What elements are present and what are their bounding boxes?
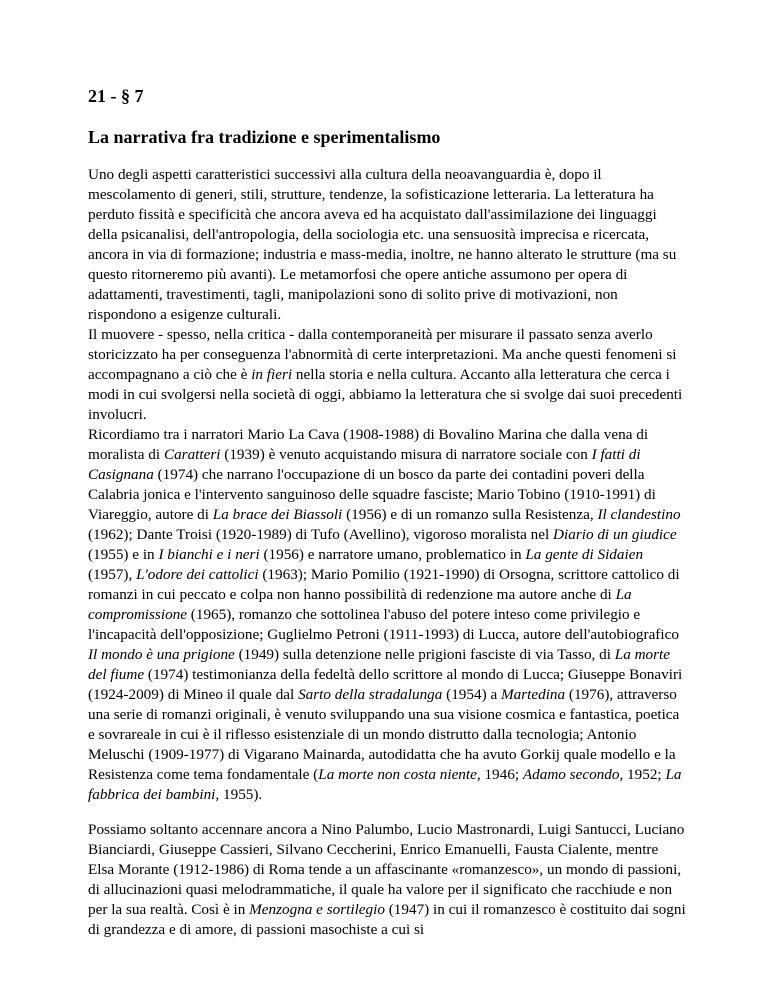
paragraph-text: , 1952; — [619, 766, 666, 783]
paragraph-text: (1976), attraverso una serie di romanzi originali, è venuto sviluppando una sua visione cosmica e fantastica, poetica e sovrareale in cui è il riflesso esistenziale di un mondo distrutto dalla tecnologia; Antonio Meluschi (1909-1977) di Vigarano Mainarda, autodidatta che ha avuto Gorkij quale modello e la Resistenza come tema fondamentale ( — [88, 686, 680, 783]
italic-title-text: Il mondo è una prigione — [88, 646, 235, 663]
paragraph-text: , 1946; — [476, 766, 523, 783]
paragraph-text: (1957), — [88, 566, 137, 583]
paragraph-text: (1939) è venuto acquistando misura di narratore sociale con — [220, 446, 592, 463]
paragraph-text: Uno degli aspetti caratteristici successivi alla cultura della neoavanguardia è, dopo il mescolamento di generi, stili, strutture, tendenze, la sofisticazione letteraria. La letteratura ha perduto fissità e specificità che ancora aveva ed ha acquistato dall'assimilazione dei linguaggi della psicanalisi, dell'antropologia, della sociologia etc. una sensuosità imprecisa e ricercata, ancora in via di formazione; industria e mass-media, inoltre, ne hanno alterato le strutture (ma su questo ritorneremo più avanti). Le metamorfosi che opere antiche assumono per opera di adattamenti, travestimenti, tagli, manipolazioni sono di solito prive di motivazioni, non rispondono a esigenze culturali. — [88, 166, 677, 323]
italic-title-text: Menzogna e sortilegio — [249, 901, 385, 918]
italic-title-text: La compromissione — [88, 586, 632, 623]
paragraph — [88, 165, 688, 325]
italic-title-text: Martedina — [500, 686, 566, 703]
italic-title-text: Adamo secondo — [522, 766, 620, 783]
paragraph — [88, 820, 688, 940]
paragraph-text: Ricordiamo tra i narratori Mario La Cava (1908-1988) di Bovalino Marina che dalla vena di moralista di — [88, 426, 649, 463]
paragraph — [88, 425, 688, 805]
italic-title-text: La brace dei Biassoli — [212, 506, 343, 523]
paragraph-text: (1947) in cui il romanzesco è costituito dai sogni di grandezza e di amore, di passioni masochiste a cui si — [88, 901, 686, 938]
paragraph-text: (1956) e narratore umano, problematico in — [259, 546, 526, 563]
italic-title-text: La gente di Sidaien — [525, 546, 644, 563]
paragraph-text: (1963); Mario Pomilio (1921-1990) di Orsogna, scrittore cattolico di romanzi in cui peccato e colpa non hanno possibilità di redenzione ma autore anche di — [88, 566, 680, 603]
italic-title-text: I fatti di Casignana — [88, 446, 641, 483]
section-title: La narrativa fra tradizione e sperimentalismo — [88, 127, 441, 147]
paragraph-text: (1949) sulla detenzione nelle prigioni fasciste di via Tasso, di — [234, 646, 615, 663]
italic-title-text: La morte del fiume — [88, 646, 671, 683]
italic-title-text: Sarto della stradalunga — [298, 686, 443, 703]
paragraph-text: (1954) a — [442, 686, 501, 703]
paragraph-text: (1974) che narrano l'occupazione di un bosco da parte dei contadini poveri della Calabria jonica e l'intervento sanguinoso delle squadre fasciste; Mario Tobino (1910-1991) di Viareggio, autore di — [88, 466, 656, 523]
paragraph-text: nella storia e nella cultura. Accanto alla letteratura che cerca i modi in cui svolgersi nella società di oggi, abbiamo la letteratura che si svolge dai suoi precedenti involucri. — [88, 366, 683, 423]
paragraph-text: Possiamo soltanto accennare ancora a Nino Palumbo, Lucio Mastronardi, Luigi Santucci, Luciano Bianciardi, Giuseppe Cassieri, Silvano Ceccherini, Enrico Emanuelli, Fausta Cialente, mentre Elsa Morante (1912-1986) di Roma tende a un affascinante «romanzesco», un mondo di passioni, di allucinazioni quasi melodrammatiche, il quale ha valore per il significato che racchiude e non per la sua realtà. Così è in — [88, 821, 685, 918]
paragraph-text: (1962); Dante Troisi (1920-1989) di Tufo (Avellino), vigoroso moralista nel — [88, 526, 554, 543]
italic-title-text: Diario di un giudice — [553, 526, 677, 543]
paragraph-text: (1955) e in — [88, 546, 159, 563]
paragraph-text: (1965), romanzo che sottolinea l'abuso del potere inteso come privilegio e l'incapacità dell'opposizione; Guglielmo Petroni (1911-1993) di Lucca, autore dell'autobiografico — [88, 606, 679, 643]
italic-title-text: La fabbrica dei bambini — [88, 766, 682, 803]
paragraph-text: Il muovere - spesso, nella critica - dalla contemporaneità per misurare il passato senza averlo storicizzato ha per conseguenza l'abnormità di certe interpretazioni. Ma anche questi fenomeni si accompagnano a ciò che è — [88, 326, 677, 383]
paragraph-text: , 1955). — [215, 786, 263, 803]
section-number: 21 - § 7 — [88, 86, 144, 106]
italic-title-text: L'odore dei cattolici — [136, 566, 259, 583]
paragraph-text: (1974) testimonianza della fedeltà dello scrittore al mondo di Lucca; Giuseppe Bonaviri (1924-2009) di Mineo il quale dal — [88, 666, 683, 703]
paragraph — [88, 325, 688, 425]
italic-title-text: in fieri — [251, 366, 293, 383]
italic-title-text: Il clandestino — [597, 506, 681, 523]
italic-title-text: Caratteri — [163, 446, 221, 463]
italic-title-text: La morte non costa niente — [318, 766, 477, 783]
body-text — [88, 165, 688, 940]
paragraph-text: (1956) e di un romanzo sulla Resistenza, — [342, 506, 598, 523]
italic-title-text: I bianchi e i neri — [158, 546, 260, 563]
